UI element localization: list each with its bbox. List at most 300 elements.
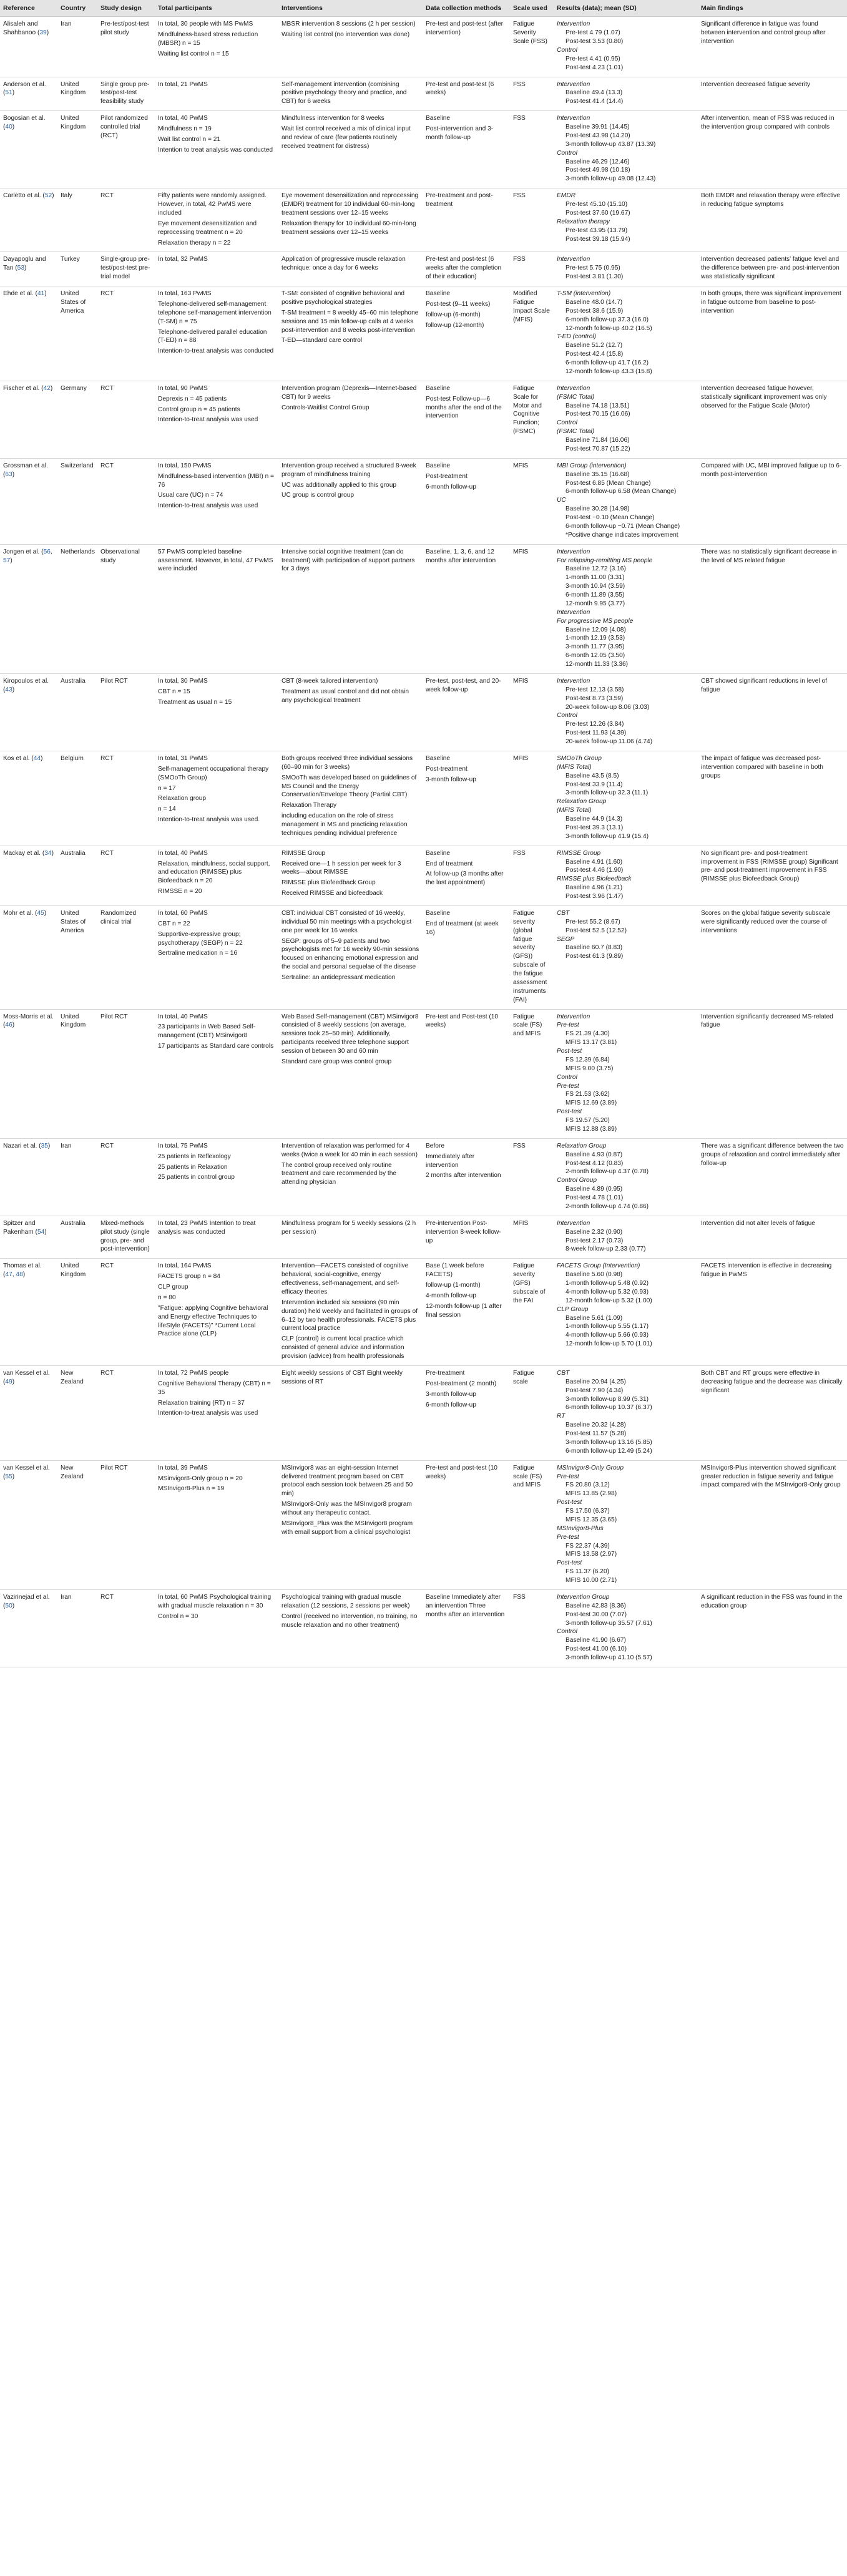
cell-interventions (278, 17, 423, 77)
results-line: For progressive MS people (557, 617, 634, 625)
scale-text: MFIS (513, 548, 529, 555)
interventions-line: Intervention—FACETS consisted of cognitive behavioral, social-cognitive, energy effectiveness, self-management, and self-efficacy theories (282, 1262, 409, 1295)
participants-line: Telephone-delivered self-management telephone self-management intervention (T-SM) n = 75 (158, 300, 272, 325)
cell-design (97, 381, 155, 458)
results-line: T-ED (control) (557, 333, 597, 341)
participants-line: In total, 164 PwMS (158, 1262, 212, 1270)
methods-line: Baseline Immediately after an intervention Three months after an intervention (426, 1593, 505, 1618)
results-line: 4-month follow-up 5.66 (0.93) (565, 1332, 649, 1339)
citation-link[interactable]: 44 (33, 754, 41, 762)
design-text: Single group pre-test/post-test feasibility study (100, 80, 150, 105)
cell-findings (698, 1259, 847, 1366)
col-interventions: Interventions (278, 0, 423, 17)
reference-text: ) (12, 1602, 15, 1609)
design-text: RCT (100, 192, 114, 200)
results-line: Baseline 12.09 (4.08) (565, 626, 626, 633)
findings-text: FACETS intervention is effective in decreasing fatigue in PwMS (701, 1262, 832, 1279)
participants-line: MSinvigor8-Only group n = 20 (158, 1475, 243, 1482)
participants-line: In total, 30 people with MS PwMS (158, 21, 253, 28)
results-line: Intervention (557, 384, 590, 392)
reference-text: Grossman et al. ( (3, 462, 48, 478)
participants-line: n = 14 (158, 806, 176, 813)
cell-methods (423, 1259, 510, 1366)
cell-participants (155, 1589, 278, 1667)
results-line: MBI Group (intervention) (557, 462, 627, 469)
results-line: MFIS 12.35 (3.65) (565, 1516, 617, 1523)
results-line: Post-test 3.81 (1.30) (565, 273, 624, 281)
results-line: (FSMC Total) (557, 393, 595, 401)
cell-results (554, 111, 698, 188)
results-line: Relaxation Group (557, 798, 607, 806)
cell-participants (155, 1259, 278, 1366)
cell-scale (510, 673, 554, 751)
citation-link[interactable]: 52 (44, 192, 52, 200)
results-line: 12-month follow-up 40.2 (16.5) (565, 324, 652, 332)
country-text: Australia (61, 1219, 86, 1227)
cell-participants (155, 17, 278, 77)
interventions-line: T-ED—standard care control (282, 337, 363, 344)
citation-link[interactable]: 40 (5, 124, 12, 131)
table-row (0, 751, 847, 846)
results-line: 2-month follow-up 4.37 (0.78) (565, 1168, 649, 1176)
cell-participants (155, 458, 278, 544)
participants-line: Intention-to-treat analysis was used (158, 502, 258, 510)
interventions-line: Standard care group was control group (282, 1058, 392, 1065)
cell-country (57, 188, 97, 252)
methods-line: 3-month follow-up (426, 776, 476, 783)
findings-text: In both groups, there was significant improvement in fatigue outcome from baseline to post-intervention (701, 290, 841, 315)
citation-link[interactable]: 35 (41, 1142, 48, 1149)
findings-text: After intervention, mean of FSS was reduced in the intervention group compared with controls (701, 115, 835, 131)
cell-participants (155, 252, 278, 286)
scale-text: MFIS (513, 462, 529, 469)
citation-link[interactable]: 34 (44, 849, 52, 857)
reference-text: ) (44, 1228, 47, 1236)
results-line: 8-week follow-up 2.33 (0.77) (565, 1246, 646, 1253)
participants-line: Mindfulness-based intervention (MBI) n = 76 (158, 472, 275, 489)
cell-interventions (278, 846, 423, 905)
country-text: Australia (61, 849, 86, 857)
country-text: Iran (61, 1593, 72, 1601)
reference-text: , (12, 1271, 16, 1279)
methods-line: 3-month follow-up (426, 1390, 476, 1398)
cell-country (57, 1009, 97, 1138)
participants-line: "Fatigue: applying Cognitive behavioral and Energy effective Techniques to lifeStyle (FACETS)" *Current Local Practice alone (CLP) (158, 1304, 268, 1338)
methods-line: Post-test Follow-up—6 months after the end of the intervention (426, 395, 502, 420)
cell-interventions (278, 1216, 423, 1259)
methods-line: At follow-up (3 months after the last appointment) (426, 871, 504, 887)
results-line: Pre-test 55.2 (8.67) (565, 918, 620, 925)
reference-text: Mackay et al. ( (3, 849, 45, 857)
cell-methods (423, 846, 510, 905)
reference-text: ) (44, 290, 47, 298)
cell-results (554, 1009, 698, 1138)
results-line: Baseline 48.0 (14.7) (565, 298, 623, 306)
cell-findings (698, 905, 847, 1009)
results-line: Pre-test 43.95 (13.79) (565, 227, 628, 234)
results-line: MFIS 12.69 (3.89) (565, 1100, 617, 1107)
cell-scale (510, 381, 554, 458)
results-line: Pre-test 5.75 (0.95) (565, 265, 620, 272)
participants-line: Mindfulness-based stress reduction (MBSR) n = 15 (158, 31, 258, 47)
participants-line: Supportive-expressive group; psychotherapy (SEGP) n = 22 (158, 930, 243, 947)
interventions-line: MSInvigor8_Plus was the MSInvigor8 program with email support from a clinical psychologist (282, 1520, 413, 1536)
reference-text: Ehde et al. ( (3, 290, 37, 298)
findings-text: No significant pre- and post-treatment improvement in FSS (RIMSSE group) Significant pre- and post-treatment improvement in FSS (RIMSSE plus Biofeedback Group) (701, 849, 838, 883)
participants-line: In total, 39 PwMS (158, 1464, 208, 1471)
results-line: 4-month follow-up 5.32 (0.93) (565, 1288, 649, 1295)
findings-text: Intervention significantly decreased MS-related fatigue (701, 1013, 833, 1029)
scale-text: MFIS (513, 1219, 529, 1227)
citation-link[interactable]: 51 (5, 89, 12, 97)
reference-text: Kiropoulos et al. ( (3, 677, 49, 693)
interventions-line: Intervention program (Deprexis—Internet-based CBT) for 9 weeks (282, 384, 417, 401)
cell-participants (155, 846, 278, 905)
table-row (0, 1009, 847, 1138)
scale-text: Fatigue severity (GFS) subscale of the FAI (513, 1262, 546, 1304)
results-line: (MFIS Total) (557, 763, 592, 771)
findings-text: A significant reduction in the FSS was found in the education group (701, 1593, 843, 1609)
participants-line: 17 participants as Standard care controls (158, 1043, 274, 1050)
cell-methods (423, 111, 510, 188)
interventions-line: UC group is control group (282, 492, 355, 499)
citation-link[interactable]: 57 (3, 557, 11, 564)
header-row (0, 0, 847, 17)
participants-line: Intention-to-treat analysis was conducted (158, 348, 274, 355)
citation-link[interactable]: 48 (16, 1271, 23, 1279)
country-text: Netherlands (61, 548, 95, 555)
cell-country (57, 1365, 97, 1460)
cell-design (97, 286, 155, 381)
cell-results (554, 286, 698, 381)
results-line: Control (557, 712, 577, 720)
design-text: Observational study (100, 548, 140, 564)
results-line: Post-test 4.23 (1.01) (565, 64, 624, 71)
design-text: Pilot RCT (100, 677, 128, 685)
results-line: Baseline 30.28 (14.98) (565, 505, 630, 513)
design-text: RCT (100, 1369, 114, 1377)
scale-text: Fatigue scale (FS) and MFIS (513, 1464, 542, 1489)
scale-text: FSS (513, 80, 526, 88)
results-line: MFIS 13.85 (2.98) (565, 1490, 617, 1498)
scale-text: FSS (513, 1593, 526, 1601)
cell-findings (698, 1138, 847, 1216)
cell-ref (0, 1216, 57, 1259)
citation-link[interactable]: 63 (5, 471, 12, 478)
results-line: 6-month 12.05 (3.50) (565, 652, 625, 660)
cell-design (97, 458, 155, 544)
cell-country (57, 846, 97, 905)
cell-participants (155, 544, 278, 673)
results-line: FS 12.39 (6.84) (565, 1056, 610, 1063)
participants-line: CBT n = 15 (158, 688, 190, 695)
reference-text: ) (44, 909, 47, 917)
results-line: MSInvigor8-Plus (557, 1525, 604, 1532)
methods-line: Pre-test and post-test (6 weeks) (426, 80, 494, 97)
results-line: 12-month 9.95 (3.77) (565, 600, 625, 607)
results-line: Intervention (557, 21, 590, 28)
results-line: 12-month follow-up 5.32 (1.00) (565, 1297, 652, 1304)
cell-results (554, 1589, 698, 1667)
results-line: UC (557, 497, 566, 504)
col-results: Results (data); mean (SD) (554, 0, 698, 17)
country-text: United Kingdom (61, 80, 86, 97)
cell-ref (0, 673, 57, 751)
methods-line: Post-intervention and 3-month follow-up (426, 125, 494, 141)
citation-link[interactable]: 56 (43, 548, 51, 555)
interventions-line: CLP (control) is current local practice which consisted of general advice and information provision (advice) from health professionals (282, 1335, 404, 1360)
reference-text: Spitzer and Pakenham ( (3, 1219, 37, 1236)
findings-text: Both CBT and RT groups were effective in decreasing fatigue and the decrease was clinically significant (701, 1369, 843, 1394)
findings-text: The impact of fatigue was decreased post-intervention compared with baseline in both groups (701, 754, 823, 779)
results-line: RIMSSE Group (557, 849, 601, 857)
cell-ref (0, 111, 57, 188)
reference-text: ) (22, 1271, 26, 1279)
participants-line: n = 17 (158, 784, 176, 792)
reference-text: Nazari et al. ( (3, 1142, 41, 1149)
results-line: Control (557, 46, 577, 54)
cell-results (554, 1259, 698, 1366)
cell-scale (510, 905, 554, 1009)
scale-text: FSS (513, 849, 526, 857)
cell-findings (698, 673, 847, 751)
scale-text: Modified Fatigue Impact Scale (MFIS) (513, 290, 550, 323)
interventions-line: Mindfulness program for 5 weekly sessions (2 h per session) (282, 1219, 416, 1236)
cell-ref (0, 1009, 57, 1138)
results-line: Baseline 39.91 (14.45) (565, 124, 630, 131)
table-row (0, 17, 847, 77)
findings-text: MSInvigor8-Plus intervention showed significant greater reduction in fatigue severity and fatigue impact compared with the MSInvigor8-Only group (701, 1464, 841, 1489)
cell-design (97, 1365, 155, 1460)
interventions-line: T-SM treatment = 8 weekly 45–60 min telephone sessions and 15 min follow-up calls at 4 weeks post-intervention and 8 weeks post-intervention (282, 309, 419, 334)
results-line: Control Group (557, 1177, 597, 1184)
citation-link[interactable]: 50 (5, 1602, 12, 1609)
cell-ref (0, 846, 57, 905)
results-line: Intervention (557, 1013, 590, 1020)
results-line: Intervention (557, 115, 590, 122)
citation-link[interactable]: 49 (5, 1378, 12, 1385)
results-line: Intervention (557, 608, 590, 616)
participants-line: CLP group (158, 1284, 188, 1291)
results-line: FS 20.80 (3.12) (565, 1481, 610, 1489)
results-line: 6-month follow-up 37.3 (16.0) (565, 316, 649, 323)
citation-link[interactable]: 39 (39, 29, 47, 37)
results-line: FS 11.37 (6.20) (565, 1568, 610, 1576)
cell-methods (423, 458, 510, 544)
interventions-line: Received RIMSSE and biofeedback (282, 890, 383, 897)
design-text: Pilot RCT (100, 1013, 128, 1020)
results-line: 3-month 11.77 (3.95) (565, 643, 625, 651)
table-row (0, 846, 847, 905)
results-line: Pre-test (557, 1022, 579, 1029)
table-row (0, 111, 847, 188)
citation-link[interactable]: 42 (43, 384, 51, 392)
results-line: Pre-test (557, 1533, 579, 1541)
methods-line: Baseline (426, 849, 451, 857)
methods-line: Before (426, 1142, 445, 1149)
citation-link[interactable]: 47 (5, 1271, 12, 1279)
interventions-line: Application of progressive muscle relaxation technique: once a day for 6 weeks (282, 256, 406, 272)
results-line: Post-test 39.18 (15.94) (565, 235, 630, 243)
table-row (0, 1216, 847, 1259)
results-line: Baseline 5.60 (0.98) (565, 1271, 623, 1279)
results-line: Post-test 11.57 (5.28) (565, 1430, 627, 1438)
reference-text: ) (52, 192, 54, 200)
cell-interventions (278, 544, 423, 673)
cell-country (57, 751, 97, 846)
cell-findings (698, 252, 847, 286)
results-line: FS 21.39 (4.30) (565, 1030, 610, 1038)
cell-findings (698, 544, 847, 673)
methods-line: 4-month follow-up (426, 1292, 476, 1299)
interventions-line: Intervention group received a structured 8-week program of mindfulness training (282, 462, 416, 478)
results-line: MFIS 13.58 (2.97) (565, 1551, 617, 1558)
interventions-line: SEGP: groups of 5–9 patients and two psychologists met for 16 weekly 90-min sessions focused on enhancing emotional expression and the social and personal sequelae of the disease (282, 937, 419, 971)
participants-line: 25 patients in Reflexology (158, 1153, 231, 1160)
results-line: Baseline 4.91 (1.60) (565, 858, 623, 866)
citation-link[interactable]: 41 (37, 290, 45, 298)
results-line: 3-month follow-up 41.10 (5.57) (565, 1654, 652, 1662)
interventions-line: RIMSSE plus Biofeedback Group (282, 879, 376, 887)
results-line: Post-test (557, 1108, 582, 1116)
cell-methods (423, 17, 510, 77)
citation-link[interactable]: 46 (5, 1022, 12, 1029)
interventions-line: Treatment as usual control and did not obtain any psychological treatment (282, 688, 409, 704)
interventions-line: Eye movement desensitization and reprocessing (EMDR) treatment for 10 individual 60-min-long treatment sessions over 12–15 weeks (282, 192, 419, 217)
scale-text: FSS (513, 256, 526, 263)
reference-text: ) (12, 1378, 15, 1385)
interventions-line: Eight weekly sessions of CBT Eight weekly sessions of RT (282, 1369, 403, 1385)
results-line: Baseline 12.72 (3.16) (565, 565, 626, 573)
design-text: RCT (100, 1142, 114, 1149)
participants-line: Wait list control n = 21 (158, 135, 221, 143)
cell-results (554, 1460, 698, 1589)
cell-participants (155, 1216, 278, 1259)
results-line: 20-week follow-up 11.06 (4.74) (565, 738, 653, 746)
citation-link[interactable]: 53 (17, 265, 24, 272)
results-line: RIMSSE plus Biofeedback (557, 876, 632, 883)
methods-line: Baseline (426, 384, 451, 392)
citation-link[interactable]: 45 (37, 909, 44, 917)
cell-findings (698, 381, 847, 458)
results-line: Post-test 41.4 (14.4) (565, 98, 624, 105)
results-line: Intervention Group (557, 1593, 610, 1601)
table-row (0, 252, 847, 286)
cell-findings (698, 1216, 847, 1259)
results-line: Post-test 4.78 (1.01) (565, 1194, 624, 1202)
participants-line: CBT n = 22 (158, 920, 190, 927)
cell-ref (0, 458, 57, 544)
cell-country (57, 381, 97, 458)
reference-text: ) (12, 89, 15, 97)
table-header (0, 0, 847, 17)
results-line: Pre-test 12.26 (3.84) (565, 721, 624, 728)
cell-findings (698, 846, 847, 905)
results-line: Baseline 4.93 (0.87) (565, 1151, 623, 1158)
results-line: Baseline 5.61 (1.09) (565, 1314, 623, 1322)
cell-interventions (278, 188, 423, 252)
results-line: For relapsing-remitting MS people (557, 557, 653, 564)
findings-text: There was a significant difference between the two groups of relaxation and control immediately after follow-up (701, 1142, 844, 1167)
cell-ref (0, 1365, 57, 1460)
interventions-line: Self-management intervention (combining positive psychology theory and practice, and CBT) for 6 weeks (282, 80, 407, 105)
cell-country (57, 111, 97, 188)
methods-line: Baseline (426, 115, 451, 122)
cell-country (57, 1259, 97, 1366)
methods-line: follow-up (1-month) (426, 1282, 481, 1289)
participants-line: Relaxation, mindfulness, social support, and education (RIMSSE) plus Biofeedback n = 20 (158, 860, 270, 885)
design-text: RCT (100, 849, 114, 857)
cell-methods (423, 252, 510, 286)
cell-scale (510, 252, 554, 286)
participants-line: MSInvigor8-Plus n = 19 (158, 1485, 225, 1493)
methods-line: Pre-intervention Post-intervention 8-week follow-up (426, 1219, 501, 1244)
results-line: SMOoTh Group (557, 754, 602, 762)
cell-results (554, 544, 698, 673)
citation-link[interactable]: 43 (5, 686, 12, 693)
interventions-line: including education on the role of stress management in MS and practicing relaxation techniques pending individual preference (282, 812, 408, 837)
participants-line: FACETS group n = 84 (158, 1273, 220, 1281)
results-line: Post-test 42.4 (15.8) (565, 351, 624, 358)
cell-findings (698, 77, 847, 111)
cell-results (554, 846, 698, 905)
interventions-line: MSInvigor8 was an eight-session Internet delivered treatment program based on CBT protocol each session took between 25 and 50 min) (282, 1464, 413, 1498)
participants-line: In total, 90 PwMS (158, 384, 208, 392)
results-line: Baseline 20.32 (4.28) (565, 1422, 626, 1429)
reference-text: Moss-Morris et al. ( (3, 1013, 54, 1029)
country-text: United Kingdom (61, 1262, 86, 1279)
participants-line: Relaxation training (RT) n = 37 (158, 1399, 245, 1407)
cell-findings (698, 1365, 847, 1460)
findings-text: Both EMDR and relaxation therapy were effective in reducing fatigue symptoms (701, 192, 840, 208)
cell-participants (155, 77, 278, 111)
cell-design (97, 673, 155, 751)
cell-scale (510, 1365, 554, 1460)
cell-methods (423, 188, 510, 252)
results-line: MSInvigor8-Only Group (557, 1464, 624, 1471)
design-text: RCT (100, 462, 114, 469)
cell-scale (510, 1460, 554, 1589)
cell-ref (0, 188, 57, 252)
cell-interventions (278, 1259, 423, 1366)
interventions-line: CBT: individual CBT consisted of 16 weekly, individual 50 min meetings with a psychologist one per week for 16 weeks (282, 909, 412, 934)
design-text: Single-group pre-test/post-test pre-trial model (100, 256, 150, 281)
cell-methods (423, 1460, 510, 1589)
scale-text: Fatigue scale (FS) and MFIS (513, 1013, 542, 1038)
findings-text: Intervention decreased fatigue severity (701, 80, 810, 88)
cell-scale (510, 1589, 554, 1667)
cell-participants (155, 751, 278, 846)
participants-line: Intention to treat analysis was conducted (158, 146, 273, 154)
results-line: Baseline 43.5 (8.5) (565, 772, 619, 779)
table-row (0, 1259, 847, 1366)
results-line: Pre-test (557, 1473, 579, 1480)
cell-ref (0, 1589, 57, 1667)
table-row (0, 1138, 847, 1216)
results-line: 6-month follow-up −0.71 (Mean Change) (565, 522, 680, 530)
cell-results (554, 77, 698, 111)
citation-link[interactable]: 54 (37, 1228, 45, 1236)
results-line: Control (557, 149, 577, 157)
reference-text: van Kessel et al. ( (3, 1464, 50, 1480)
reference-text: van Kessel et al. ( (3, 1369, 50, 1385)
participants-line: RIMSSE n = 20 (158, 888, 202, 895)
participants-line: In total, 21 PwMS (158, 80, 208, 88)
citation-link[interactable]: 55 (5, 1473, 12, 1480)
cell-design (97, 1009, 155, 1138)
design-text: Mixed-methods pilot study (single group, pre- and post-intervention) (100, 1219, 150, 1253)
participants-line: In total, 60 PwMS Psychological training with gradual muscle relaxation n = 30 (158, 1593, 272, 1609)
